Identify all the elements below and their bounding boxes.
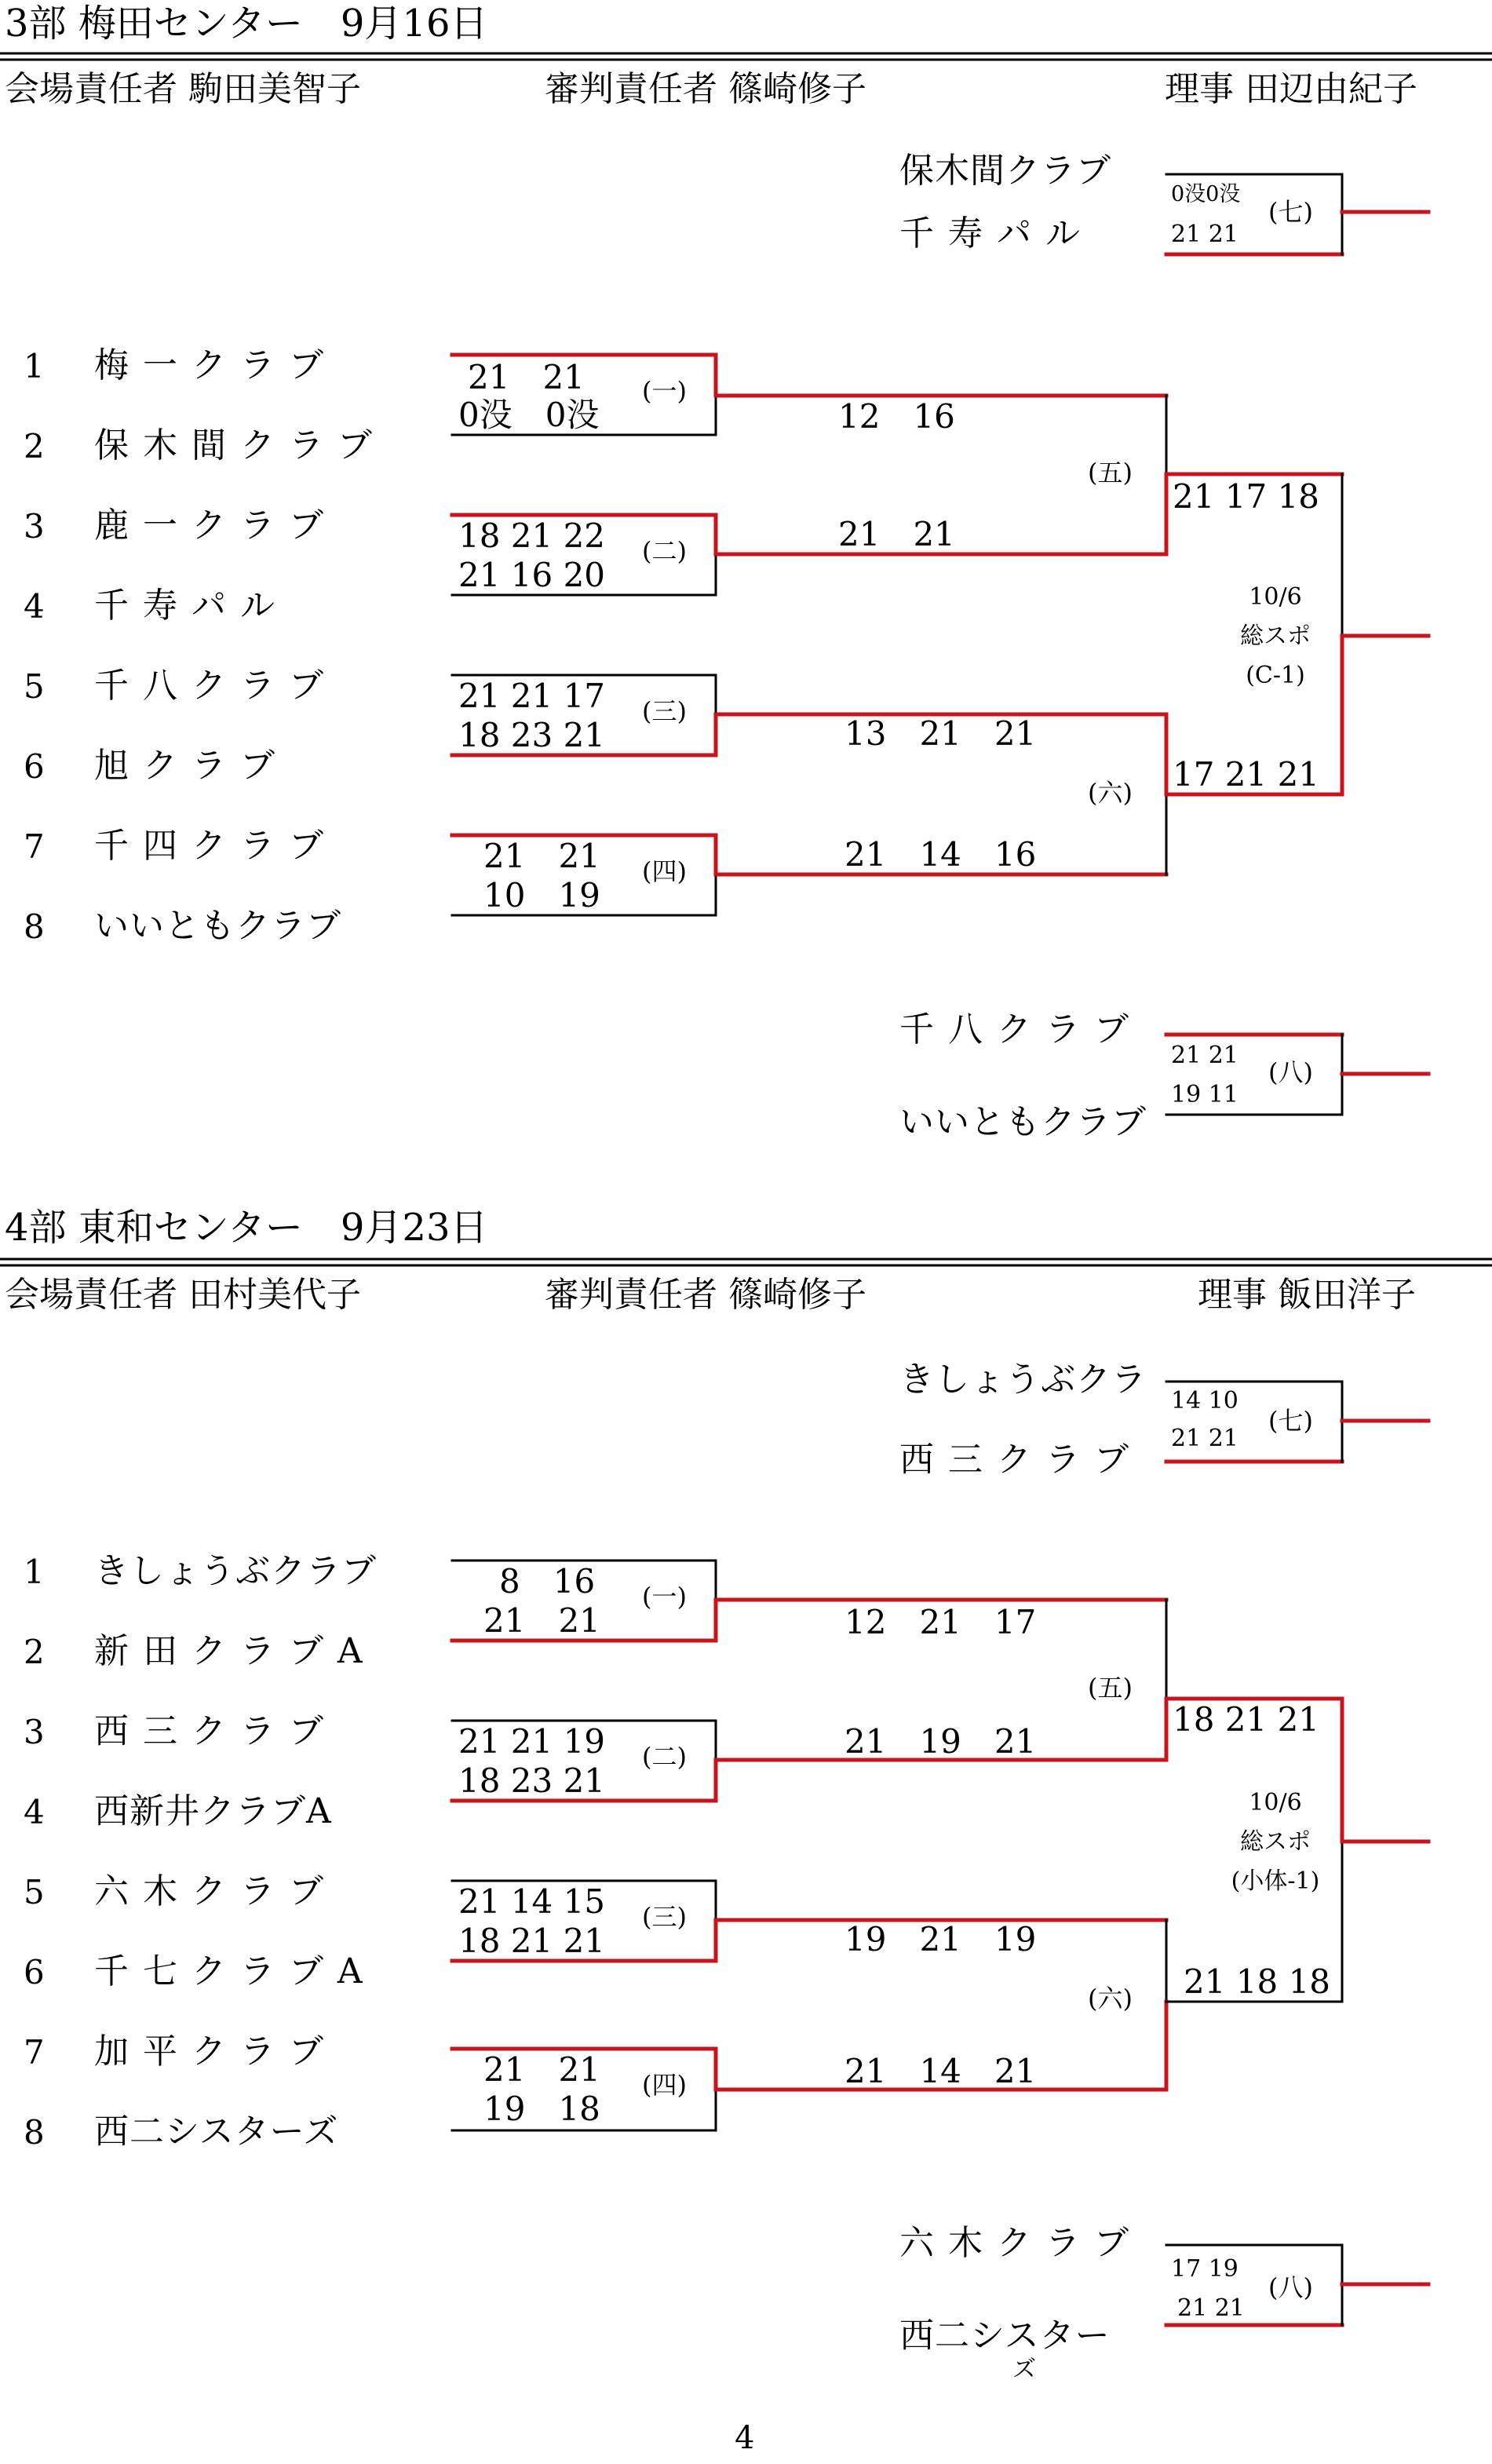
semi-score: 17 21 21 — [1173, 755, 1320, 794]
r1-score-bottom: 21 16 20 — [458, 556, 606, 594]
referee-manager: 審判責任者 篠崎修子 — [545, 1275, 866, 1315]
team-number: 2 — [24, 427, 45, 465]
match-label: (五) — [1088, 1673, 1133, 1703]
r2-score: 21 14 21 — [844, 2052, 1037, 2090]
final-court: (C-1) — [1246, 662, 1305, 689]
match7-team-a: きしょうぶクラ — [899, 1360, 1147, 1400]
team-number: 8 — [24, 907, 45, 946]
director: 理事 飯田洋子 — [1198, 1275, 1416, 1315]
referee-manager: 審判責任者 篠崎修子 — [545, 69, 866, 109]
r1-score-bottom: 18 23 21 — [458, 1761, 606, 1800]
section-title: 4部 東和センター 9月23日 — [5, 1206, 488, 1250]
match-label: (二) — [642, 1742, 687, 1772]
team-name: 鹿 一 ク ラ ブ — [94, 506, 325, 546]
match8-score-a: 17 19 — [1171, 2255, 1238, 2283]
r1-score-top: 21 21 17 — [458, 677, 606, 715]
match-label: (七) — [1268, 1406, 1313, 1436]
r1-score-top: 8 16 — [499, 1562, 596, 1601]
team-name: 千 四 ク ラ ブ — [94, 826, 325, 866]
match-label: (三) — [642, 696, 687, 726]
match-label: (八) — [1268, 2272, 1313, 2302]
final-date: 10/6 — [1249, 583, 1302, 611]
r1-score-top: 21 21 — [483, 837, 600, 875]
team-number: 1 — [24, 347, 45, 385]
final-venue: 総スポ — [1240, 622, 1311, 650]
match8-score-b: 21 21 — [1177, 2294, 1245, 2322]
team-name: 新 田 ク ラ ブ A — [94, 1631, 364, 1671]
team-name: 千 七 ク ラ ブ A — [94, 1951, 364, 1991]
team-number: 4 — [24, 587, 45, 626]
director: 理事 田辺由紀子 — [1165, 69, 1417, 109]
team-name: 千 八 ク ラ ブ — [94, 666, 325, 706]
match-label: (七) — [1268, 197, 1313, 227]
team-number: 4 — [24, 1793, 45, 1831]
team-number: 7 — [24, 827, 45, 866]
semi-score: 18 21 21 — [1173, 1700, 1320, 1739]
r2-score: 21 19 21 — [844, 1722, 1037, 1761]
match8-team-a: 千 八 ク ラ ブ — [899, 1009, 1130, 1049]
match7-score-b: 21 21 — [1171, 221, 1238, 248]
match8-team-b: 西二シスター — [899, 2316, 1111, 2356]
team-name: 六 木 ク ラ ブ — [94, 1871, 325, 1911]
r2-score: 19 21 19 — [844, 1920, 1037, 1958]
match7-team-b: 西 三 ク ラ ブ — [899, 1440, 1130, 1480]
r1-score-bottom: 19 18 — [483, 2090, 600, 2128]
match-label: (四) — [642, 2070, 687, 2100]
team-number: 2 — [24, 1633, 45, 1671]
team-number: 6 — [24, 747, 45, 786]
r1-score-bottom: 18 23 21 — [458, 716, 606, 754]
final-court: (小体-1) — [1231, 1867, 1320, 1895]
match-label: (六) — [1088, 778, 1133, 808]
team-name: いいともクラブ — [94, 906, 341, 946]
semi-score: 21 17 18 — [1173, 477, 1320, 516]
r1-score-bottom: 0没 0没 — [458, 396, 600, 434]
team-name: 西新井クラブA — [94, 1791, 332, 1831]
r1-score-top: 21 14 15 — [458, 1882, 606, 1921]
team-name: 千 寿 パ ル — [94, 586, 276, 626]
match-label: (三) — [642, 1902, 687, 1932]
team-number: 7 — [24, 2033, 45, 2072]
match7-team-b: 千 寿 パ ル — [899, 214, 1082, 254]
page-number: 4 — [735, 2420, 755, 2456]
match8-team-b: いいともクラブ — [899, 1102, 1147, 1142]
r2-score: 21 14 16 — [844, 835, 1037, 874]
match-label: (四) — [642, 856, 687, 886]
team-name: 西二シスターズ — [94, 2112, 339, 2152]
venue-manager: 会場責任者 田村美代子 — [5, 1275, 361, 1315]
r2-score: 12 16 — [838, 397, 955, 436]
r1-score-top: 18 21 22 — [458, 517, 606, 555]
team-number: 5 — [24, 667, 45, 706]
r1-score-bottom: 21 21 — [483, 1601, 600, 1640]
match8-team-b-overflow: ズ — [1012, 2356, 1037, 2383]
match-label: (八) — [1268, 1057, 1313, 1087]
match8-team-a: 六 木 ク ラ ブ — [899, 2223, 1130, 2263]
team-name: 梅 一 ク ラ ブ — [94, 345, 325, 385]
r2-score: 12 21 17 — [844, 1603, 1037, 1641]
team-number: 8 — [24, 2113, 45, 2152]
r2-score: 13 21 21 — [844, 714, 1037, 753]
team-name: 西 三 ク ラ ブ — [94, 1711, 325, 1751]
team-name: 保 木 間 ク ラ ブ — [94, 425, 374, 465]
match-label: (六) — [1088, 1984, 1133, 2013]
team-number: 5 — [24, 1873, 45, 1911]
match7-score-a: 0没0没 — [1171, 182, 1241, 206]
match-label: (二) — [642, 536, 687, 566]
final-venue: 総スポ — [1240, 1828, 1311, 1856]
match7-team-a: 保木間クラブ — [899, 151, 1111, 191]
section-title: 3部 梅田センター 9月16日 — [5, 2, 488, 46]
match-label: (五) — [1088, 458, 1133, 487]
team-name: きしょうぶクラブ — [94, 1551, 377, 1591]
team-name: 旭 ク ラ ブ — [94, 746, 276, 786]
final-date: 10/6 — [1249, 1789, 1302, 1816]
match7-score-b: 21 21 — [1171, 1425, 1238, 1452]
r2-score: 21 21 — [838, 515, 955, 553]
match-label: (一) — [642, 1582, 687, 1612]
r1-score-top: 21 21 — [483, 2050, 600, 2089]
team-number: 3 — [24, 1713, 45, 1751]
team-number: 1 — [24, 1553, 45, 1591]
team-name: 加 平 ク ラ ブ — [94, 2031, 325, 2072]
semi-score: 21 18 18 — [1184, 1962, 1331, 2001]
r1-score-top: 21 21 19 — [458, 1722, 606, 1761]
team-number: 6 — [24, 1953, 45, 1991]
venue-manager: 会場責任者 駒田美智子 — [5, 69, 361, 109]
r1-score-top: 21 21 — [468, 358, 585, 396]
team-number: 3 — [24, 507, 45, 546]
match-label: (一) — [642, 376, 687, 406]
match8-score-b: 19 11 — [1171, 1081, 1238, 1108]
match7-score-a: 14 10 — [1171, 1387, 1238, 1415]
match8-score-a: 21 21 — [1171, 1042, 1238, 1069]
r1-score-bottom: 18 21 21 — [458, 1922, 606, 1960]
r1-score-bottom: 10 19 — [483, 876, 600, 914]
